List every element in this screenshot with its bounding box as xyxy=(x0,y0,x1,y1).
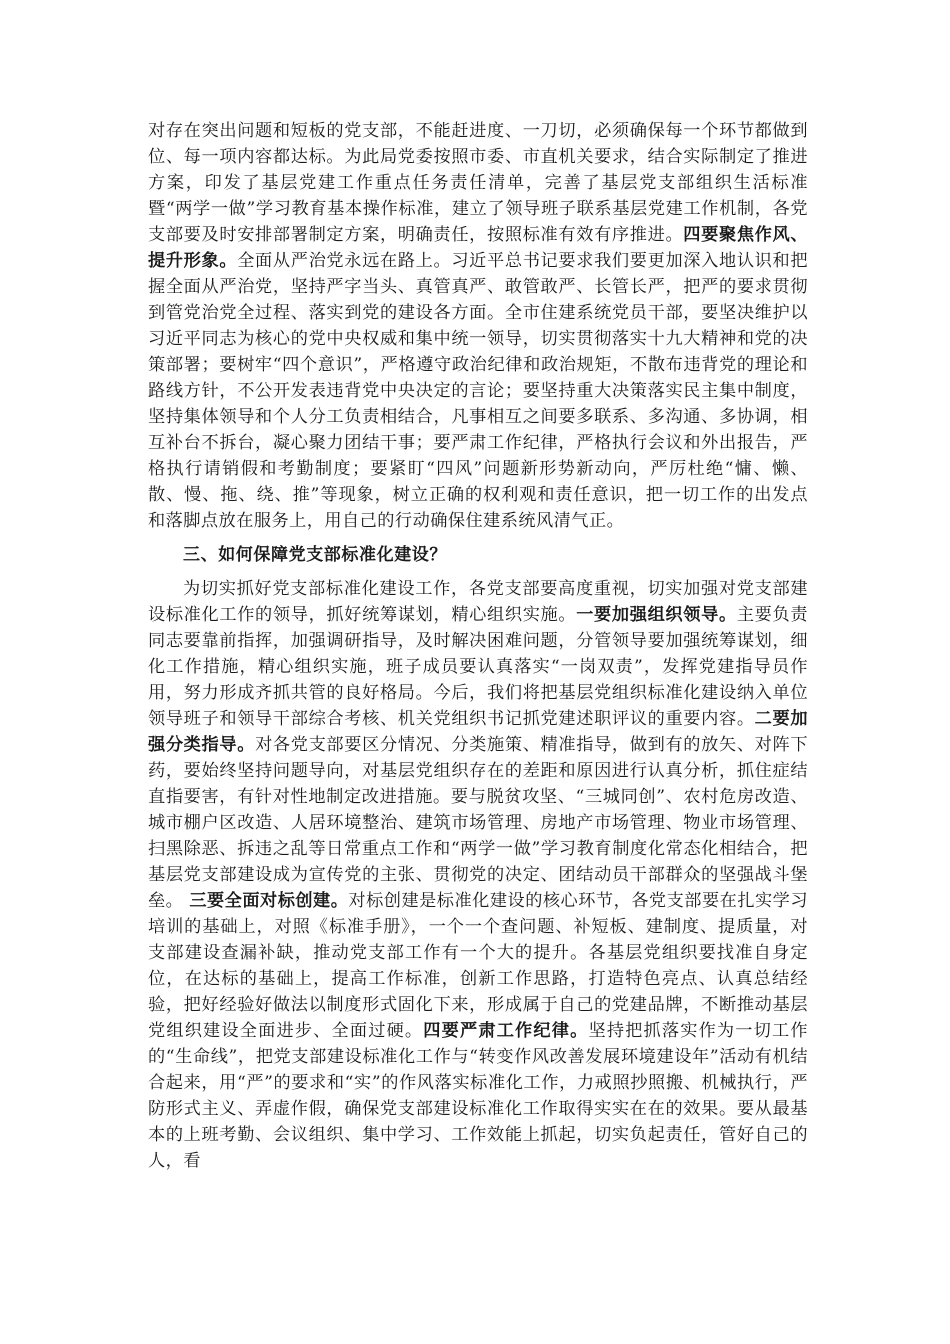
bold-point-three: 三要全面对标创建。 xyxy=(189,891,349,911)
bold-point-four: 四要聚焦作风、提升形象。 xyxy=(148,225,808,271)
paragraph-text: 为切实抓好党支部标准化建设工作，各党支部要高度重视，切实加强对党支部建设标准化工作的领导，抓好统筹谋划，精心组织实施。 xyxy=(148,579,808,625)
paragraph-safeguards xyxy=(148,576,808,1174)
bold-point-four: 四要严肃工作纪律。 xyxy=(423,1021,589,1041)
paragraph-text: 对标创建是标准化建设的核心环节，各党支部要在扎实学习培训的基础上，对照《标准手册》，一个一个查问题、补短板、建制度、提质量，对支部建设查漏补缺，推动党支部工作有一个大的提升。各基层党组织要找准自身定位，在达标的基础上，提高工作标准，创新工作思路，打造特色亮点、认真总结经验，把好经验好做法以制度形式固化下来，形成属于自己的党建品牌，不断推动基层党组织建设全面进步、全面过硬。 xyxy=(148,891,808,1041)
paragraph-text: 主要负责同志要靠前指挥，加强调研指导，及时解决困难问题，分管领导要加强统筹谋划，细化工作措施，精心组织实施，班子成员要认真落实“一岗双责”，发挥党建指导员作用，努力形成齐抓共管的良好格局。今后，我们将把基层党组织标准化建设纳入单位领导班子和领导干部综合考核、机关党组织书记抓党建述职评议的重要内容。 xyxy=(148,605,808,729)
document-page xyxy=(148,118,808,1174)
section-heading: 三、如何保障党支部标准化建设？ xyxy=(183,545,447,565)
paragraph-text: 全面从严治党永远在路上。习近平总书记要求我们要更加深入地认识和把握全面从严治党，坚持严字当头、真管真严、敢管敢严、长管长严，把严的要求贯彻到管党治党全过程、落实到党的建设各方面。全市住建系统党员干部，要坚决维护以习近平同志为核心的党中央权威和集中统一领导，切实贯彻落实十九大精神和党的决策部署；要树牢“四个意识”，严格遵守政治纪律和政治规矩，不散布违背党的理论和路线方针，不公开发表违背党中央决定的言论；要坚持重大决策落实民主集中制度，坚持集体领导和个人分工负责相结合，凡事相互之间要多联系、多沟通、多协调，相互补台不拆台，凝心聚力团结干事；要严肃工作纪律，严格执行会议和外出报告，严格执行请销假和考勤制度；要紧盯“四风”问题新形势新动向，严厉杜绝“慵、懒、散、慢、拖、绕、推”等现象，树立正确的权利观和责任意识，把一切工作的出发点和落脚点放在服务上，用自己的行动确保住建系统风清气正。 xyxy=(148,251,808,531)
bold-point-two: 二要加强分类指导。 xyxy=(148,709,808,755)
paragraph-text: 对各党支部要区分情况、分类施策、精准指导，做到有的放矢、对阵下药，要始终坚持问题导向，对基层党组织存在的差距和原因进行认真分析，抓住症结直指要害，有针对性地制定改进措施。要与脱贫攻坚、“三城同创”、农村危房改造、城市棚户区改造、人居环境整治、建筑市场管理、房地产市场管理、物业市场管理、扫黑除恶、拆违之乱等日常重点工作和“两学一做”学习教育制度化常态化相结合，把基层党支部建设成为宣传党的主张、贯彻党的决定、团结动员干部群众的坚强战斗堡垒。 xyxy=(148,735,808,911)
bold-point-one: 一要加强组织领导。 xyxy=(576,605,737,625)
paragraph-text: 坚持把抓落实作为一切工作的“生命线”，把党支部建设标准化工作与“转变作风改善发展环境建设年”活动有机结合起来，用“严”的要求和“实”的作风落实标准化工作，力戒照抄照搬、机械执行，严防形式主义、弄虚作假，确保党支部建设标准化工作取得实实在在的效果。要从最基本的上班考勤、会议组织、集中学习、工作效能上抓起，切实负起责任，管好自己的人，看 xyxy=(148,1021,808,1171)
paragraph-work-style xyxy=(148,118,808,534)
paragraph-text: 对存在突出问题和短板的党支部，不能赶进度、一刀切，必须确保每一个环节都做到位、每一项内容都达标。为此局党委按照市委、市直机关要求，结合实际制定了推进方案，印发了基层党建工作重点任务责任清单，完善了基层党支部组织生活标准暨“两学一做”学习教育基本操作标准，建立了领导班子联系基层党建工作机制，各党支部要及时安排部署制定方案，明确责任，按照标准有效有序推进。 xyxy=(148,121,808,245)
